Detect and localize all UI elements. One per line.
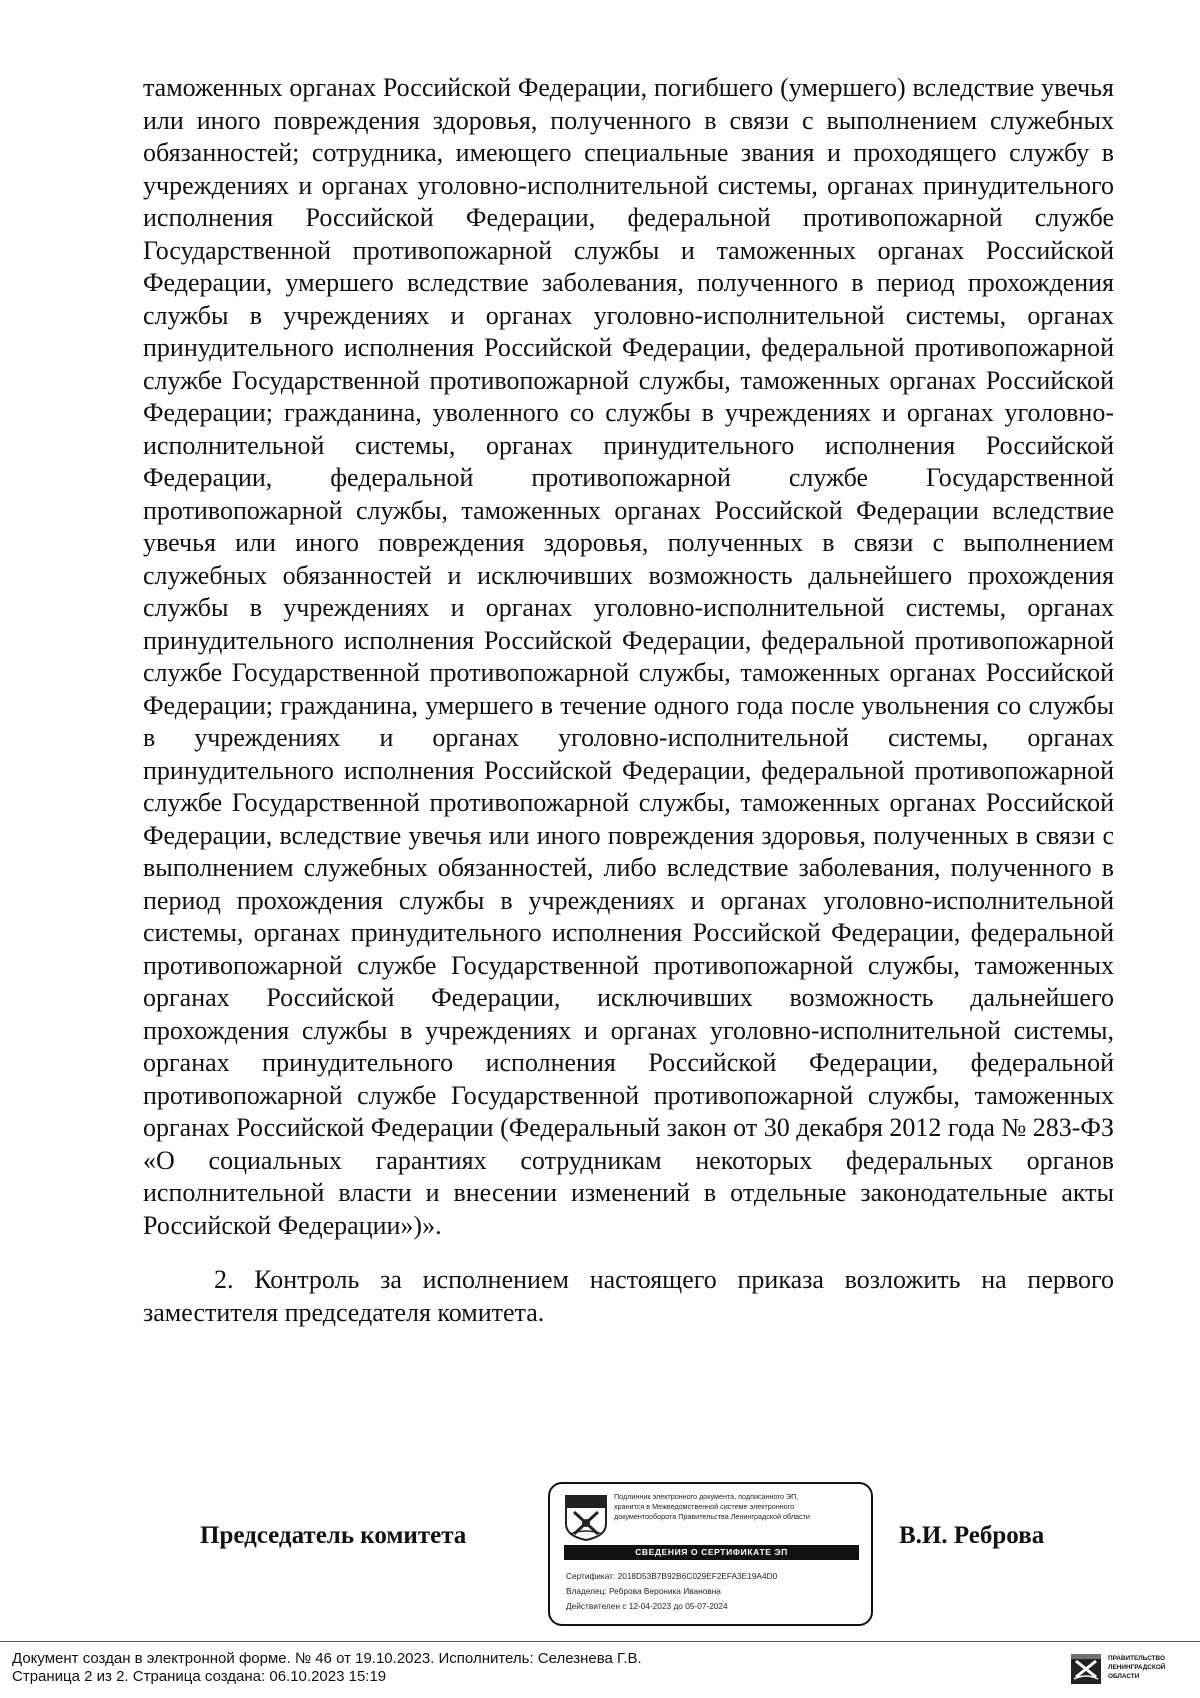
signatory-title: Председатель комитета — [200, 1522, 467, 1549]
certificate-validity: Действителен с 12-04-2023 до 05-07-2024 — [566, 1601, 728, 1611]
leningrad-coat-of-arms-icon — [564, 1494, 608, 1542]
body-paragraph-continuation: таможенных органах Российской Федерации, погибшего (умершего) вследствие увечья или иного повреждения здоровья, полученного в связи с выполнением служебных обязанностей; сотрудника, имеющего специальные звания и проходящего службу в учреждениях и органах уголовно-исполнительной системы, органах принудительного исполнения Российской Федерации, федеральной противопожарной службе Государственной противопожарной службы и таможенных органах Российской Федерации, умершего вследствие заболевания, полученного в период прохождения службы в учреждениях и органах уголовно-исполнительной системы, органах принудительного исполнения Российской Федерации, федеральной противопожарной службе Государственной противопожарной службы, таможенных органах Российской Федерации; гражданина, уволенного со службы в учреждениях и органах уголовно-исполнительной системы, органах принудительного исполнения Российской Федерации, федеральной противопожарной службе Государственной противопожарной службы, таможенных органах Российской Федерации вследствие увечья или иного повреждения здоровья, полученных в связи с выполнением служебных обязанностей и исключивших возможность дальнейшего прохождения службы в учреждениях и органах уголовно-исполнительной системы, органах принудительного исполнения Российской Федерации, федеральной противопожарной службе Государственной противопожарной службы, таможенных органах Российской Федерации; гражданина, умершего в течение одного года после увольнения со службы в учреждениях и органах уголовно-исполнительной системы, органах принудительного исполнения Российской Федерации, федеральной противопожарной службе Государственной противопожарной службы, таможенных органах Российской Федерации, вследствие увечья или иного повреждения здоровья, полученных в связи с выполнением служебных обязанностей, либо вследствие заболевания, полученного в период прохождения службы в учреждениях и органах уголовно-исполнительной системы, органах принудительного исполнения Российской Федерации, федеральной противопожарной службе Государственной противопожарной службы, таможенных органах Российской Федерации, исключивших возможность дальнейшего прохождения службы в учреждениях и органах уголовно-исполнительной системы, органах принудительного исполнения Российской Федерации, федеральной противопожарной службе Государственной противопожарной службы, таможенных органах Российской Федерации (Федеральный закон от 30 декабря 2012 года № 283-ФЗ «О социальных гарантиях сотрудникам некоторых федеральных органов исполнительной власти и внесении изменений в отдельные законодательные акты Российской Федерации»)». — [143, 73, 1115, 1240]
government-emblem-icon — [1070, 1653, 1102, 1685]
footer-document-info: Документ создан в электронной форме. № 46 от 19.10.2023. Исполнитель: Селезнева Г.В. — [12, 1650, 642, 1667]
footer-divider — [0, 1641, 1200, 1642]
page-footer — [12, 1650, 642, 1686]
certificate-details — [566, 1569, 866, 1614]
stamp-note: Подлинник электронного документа, подписанного ЭП, хранится в Межведомственной системе электронного документооборота Правительства Ленинградской области — [614, 1492, 810, 1521]
government-label: ПРАВИТЕЛЬСТВО ЛЕНИНГРАДСКОЙ ОБЛАСТИ — [1108, 1655, 1166, 1680]
signatory-name: В.И. Реброва — [899, 1522, 1045, 1549]
certificate-owner: Владелец: Реброва Вероника Ивановна — [566, 1586, 721, 1596]
footer-page-info: Страница 2 из 2. Страница создана: 06.10.2023 15:19 — [12, 1668, 387, 1685]
electronic-signature-stamp — [548, 1482, 873, 1626]
certificate-number: Сертификат: 2018D53B7B92B6C029EF2EFA3E19A4D0 — [566, 1571, 778, 1581]
document-body — [143, 72, 1114, 1329]
stamp-header: СВЕДЕНИЯ О СЕРТИФИКАТЕ ЭП — [564, 1545, 859, 1560]
body-paragraph-control: 2. Контроль за исполнением настоящего приказа возложить на первого заместителя председателя комитета. — [143, 1265, 1114, 1327]
